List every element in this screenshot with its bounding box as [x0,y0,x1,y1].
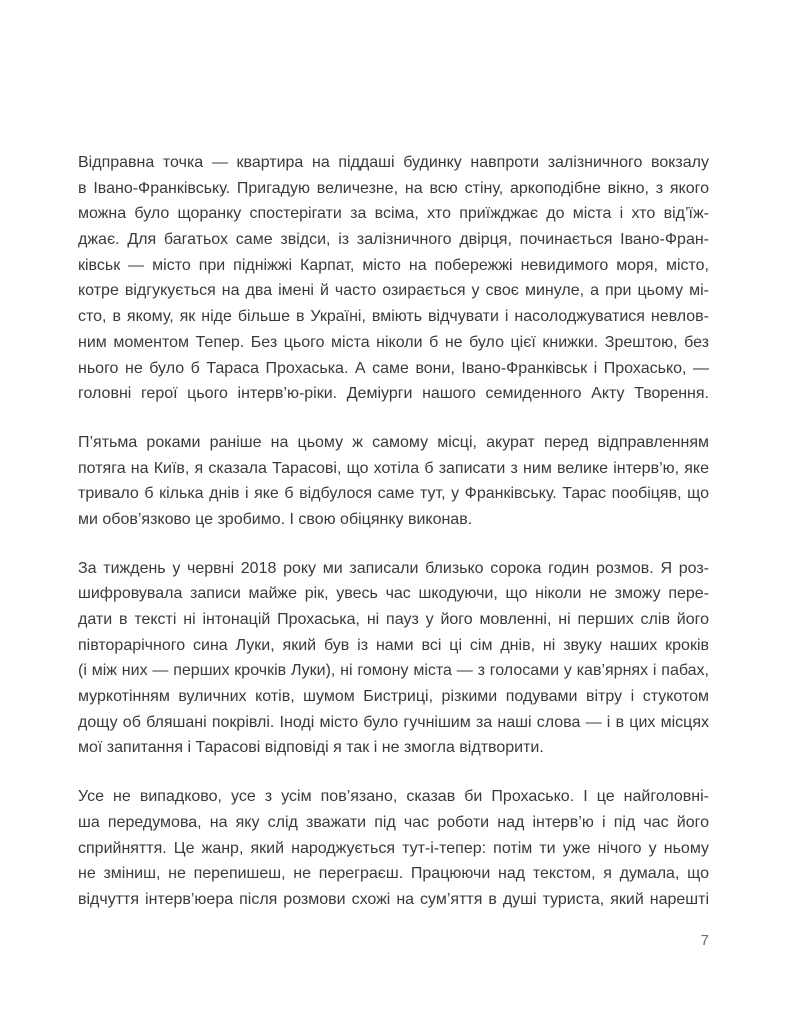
text-line: ним моментом Тепер. Без цього міста ніколи б не було цієї книжки. Зрештою, без [78,333,709,351]
paragraph [78,784,709,912]
text-line: шифровувала записи майже рік, увесь час шкодуючи, що ніколи не зможу пере- [78,585,709,603]
text-line: (і між них — перших крочків Луки), ні гомону міста — з голосами у кав’ярнях і пабах, [78,662,709,680]
page-number: 7 [700,932,709,949]
text-line: головні герої цього інтерв’ю-ріки. Деміурги нашого семиденного Акту Творення. [78,385,709,403]
text-line: Відправна точка — квартира на піддаші будинку навпроти залізничного вокзалу [78,154,709,171]
text-line: За тиждень у червні 2018 року ми записали близько сорока годин розмов. Я роз- [78,559,709,577]
text-line: тривало б кілька днів і яке б відбулося саме тут, у Франківську. Тарас пообіцяв, що [78,485,709,503]
text-line: джає. Для багатьох саме звідси, із залізничного двірця, починається Івано-Фран- [78,231,709,249]
text-line: нього не було б Тараса Прохаська. А саме вони, Івано-Франківськ і Прохасько, — [78,359,709,377]
text-line: потяга на Київ, я сказала Тарасові, що хотіла б записати з ним велике інтерв’ю, яке [78,459,709,477]
text-line: сприйняття. Це жанр, який народжується тут-і-тепер: потім ти уже нічого у ньому [78,839,709,857]
text-line: котре відгукується на два імені й часто озирається у своє минуле, а при цьому мі- [78,282,709,300]
paragraph [78,556,709,762]
text-line: ківськ — місто при підніжжі Карпат, місто на побережжі невидимого моря, місто, [78,256,709,274]
text-line: в Івано-Франківську. Пригадую величезне, на всю стіну, аркоподібне вікно, з якого [78,179,709,197]
text-line: відчуття інтерв’юера після розмови схожі на сум’яття в душі туриста, який нарешті [78,890,709,908]
text-line: мої запитання і Тарасові відповіді я так і не змогла відтворити. [78,739,544,757]
text-line: можна було щоранку спостерігати за всіма, хто приїжджає до міста і хто від’їж- [78,205,709,223]
page-text [78,150,709,936]
text-line: ша передумова, на яку слід зважати під час роботи над інтерв’ю і під час його [78,813,709,831]
text-line: П’ятьма роками раніше на цьому ж самому місці, акурат перед відправленням [78,433,709,451]
text-line: муркотінням вуличних котів, шумом Бистриці, різкими подувами вітру і стукотом [78,688,709,706]
text-line: Усе не випадково, усе з усім пов’язано, сказав би Прохасько. І це найголовні- [78,788,709,806]
paragraph [78,430,709,533]
paragraph [78,150,709,407]
text-line: сто, в якому, як ніде більше в Україні, вміють відчувати і насолоджуватися невлов- [78,308,709,326]
text-line: півторарічного сина Луки, який був із нами всі ці сім днів, ні звуку наших кроків [78,636,709,654]
text-line: дощу об бляшані покрівлі. Іноді місто було гучнішим за наші слова — і в цих місцях [78,713,709,731]
text-line: ми обов’язково це зробимо. І свою обіцянку виконав. [78,510,473,528]
text-line: не зміниш, не перепишеш, не переграєш. Працюючи над текстом, я думала, що [78,865,709,883]
text-line: дати в тексті ні інтонацій Прохаська, ні пауз у його мовленні, ні перших слів його [78,611,709,628]
